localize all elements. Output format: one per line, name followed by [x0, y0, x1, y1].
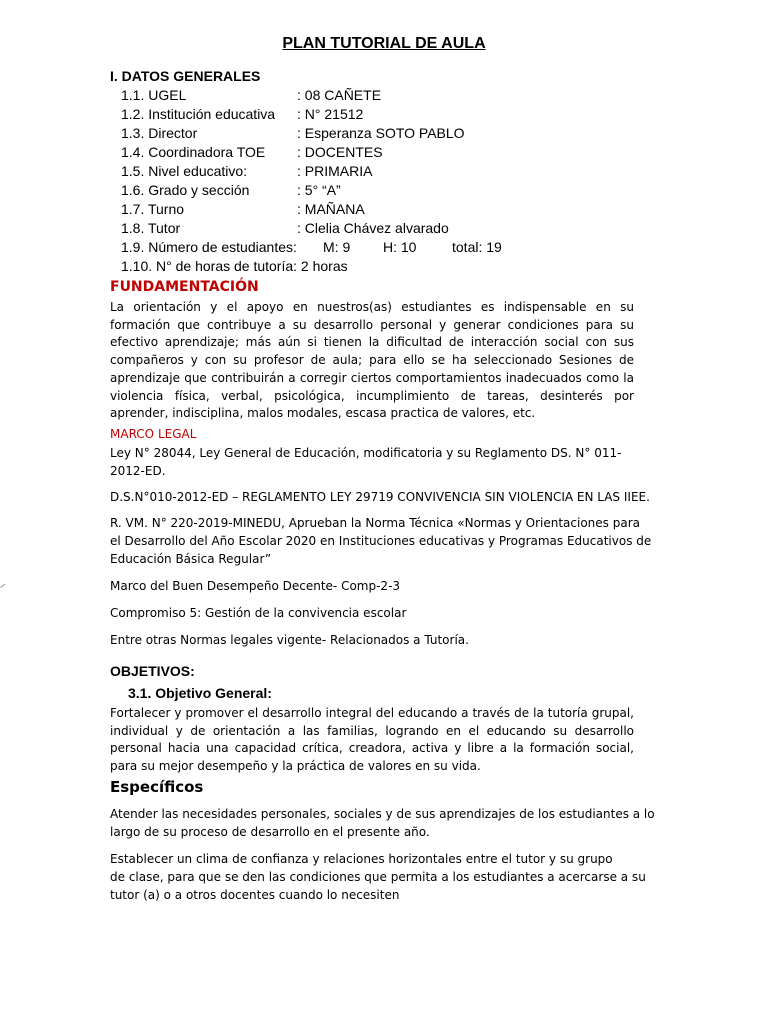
estudiantes-m: M: 9	[323, 239, 351, 255]
marco-legal-rvm-line2: el Desarrollo del Año Escolar 2020 en Instituciones educativas y Programas Educativos de	[110, 534, 652, 548]
objetivo-general-heading: 3.1. Objetivo General:	[128, 685, 272, 701]
datos-label: 1.2. Institución educativa	[121, 106, 276, 122]
datos-value: : 08 CAÑETE	[297, 87, 382, 103]
marco-legal-rvm-line3: Educación Básica Regular”	[110, 552, 272, 566]
marco-legal-otras: Entre otras Normas legales vigente- Relacionados a Tutoría.	[110, 633, 469, 647]
datos-label: 1.5. Nivel educativo:	[121, 163, 248, 179]
marco-legal-compromiso: Compromiso 5: Gestión de la convivencia escolar	[110, 606, 407, 620]
datos-label: 1.10. N° de horas de tutoría: 2 horas	[121, 258, 348, 274]
datos-value: : MAÑANA	[297, 201, 365, 217]
section-heading-datos-generales: I. DATOS GENERALES	[110, 68, 261, 84]
marco-legal-marco-desempeno: Marco del Buen Desempeño Decente- Comp-2-3	[110, 579, 401, 593]
datos-value: : DOCENTES	[297, 144, 383, 160]
datos-label: 1.7. Turno	[121, 201, 185, 217]
especificos-heading: Específicos	[110, 778, 204, 796]
marco-legal-ds: D.S.N°010-2012-ED – REGLAMENTO LEY 29719 CONVIVENCIA SIN VIOLENCIA EN LAS IIEE.	[110, 490, 650, 504]
datos-label: 1.4. Coordinadora TOE	[121, 144, 266, 160]
estudiantes-h: H: 10	[383, 239, 417, 255]
objetivo-general-paragraph: Fortalecer y promover el desarrollo integral del educando a través de la tutoría grupal, individual y de orientación a las familias, logrando en el educando su desarrollo personal hacia una capacidad crítica, creadora, activa y libre a la formación social, para su mejor desempeño y la práctica de valores en su vida.	[110, 706, 634, 774]
section-heading-fundamentacion: FUNDAMENTACIÓN	[110, 279, 259, 295]
datos-label: 1.1. UGEL	[121, 87, 187, 103]
estudiantes-total: total: 19	[452, 239, 502, 255]
especifico-2-line1: Establecer un clima de confianza y relaciones horizontales entre el tutor y su grupo	[110, 852, 613, 866]
margin-tick-mark	[0, 584, 8, 592]
datos-label: 1.3. Director	[121, 125, 198, 141]
marco-legal-rvm-line1: R. VM. N° 220-2019-MINEDU, Aprueban la Norma Técnica «Normas y Orientaciones para	[110, 516, 640, 530]
marco-legal-heading: MARCO LEGAL	[110, 427, 197, 441]
datos-value: : PRIMARIA	[297, 163, 373, 179]
document-title: PLAN TUTORIAL DE AULA	[282, 35, 486, 52]
marco-legal-ley-line1: Ley N° 28044, Ley General de Educación, modificatoria y su Reglamento DS. N° 011-	[110, 446, 622, 460]
marco-legal-ley-line2: 2012-ED.	[110, 464, 166, 478]
especifico-2-line2: de clase, para que se den las condiciones que permita a los estudiantes a acercarse a su	[110, 870, 646, 884]
datos-value: : 5° “A”	[297, 182, 341, 198]
datos-value: : Esperanza SOTO PABLO	[297, 125, 465, 141]
fundamentacion-paragraph: La orientación y el apoyo en nuestros(as) estudiantes es indispensable en su formación que contribuye a su desarrollo personal y generar condiciones para su efectivo aprendizaje; más aún si tienen la dificultad de interacción social con sus compañeros y con su profesor de aula; para ello se ha seleccionado Sesiones de aprendizaje que contribuirán a corregir ciertos comportamientos inadecuados como la violencia física, verbal, psicológica, incumplimiento de tareas, desinterés por aprender, indisciplina, malos modales, escasa practica de valores, etc.	[110, 300, 634, 421]
datos-label: 1.9. Número de estudiantes:	[121, 239, 297, 255]
especifico-1-line1: Atender las necesidades personales, sociales y de sus aprendizajes de los estudiantes a lo	[110, 807, 655, 821]
datos-value: : N° 21512	[297, 106, 364, 122]
datos-value: : Clelia Chávez alvarado	[297, 220, 449, 236]
datos-label: 1.8. Tutor	[121, 220, 181, 236]
especifico-2-line3: tutor (a) o a otros docentes cuando lo necesiten	[110, 888, 400, 902]
section-heading-objetivos: OBJETIVOS:	[110, 663, 195, 679]
datos-label: 1.6. Grado y sección	[121, 182, 250, 198]
especifico-1-line2: largo de su proceso de desarrollo en el presente año.	[110, 825, 430, 839]
